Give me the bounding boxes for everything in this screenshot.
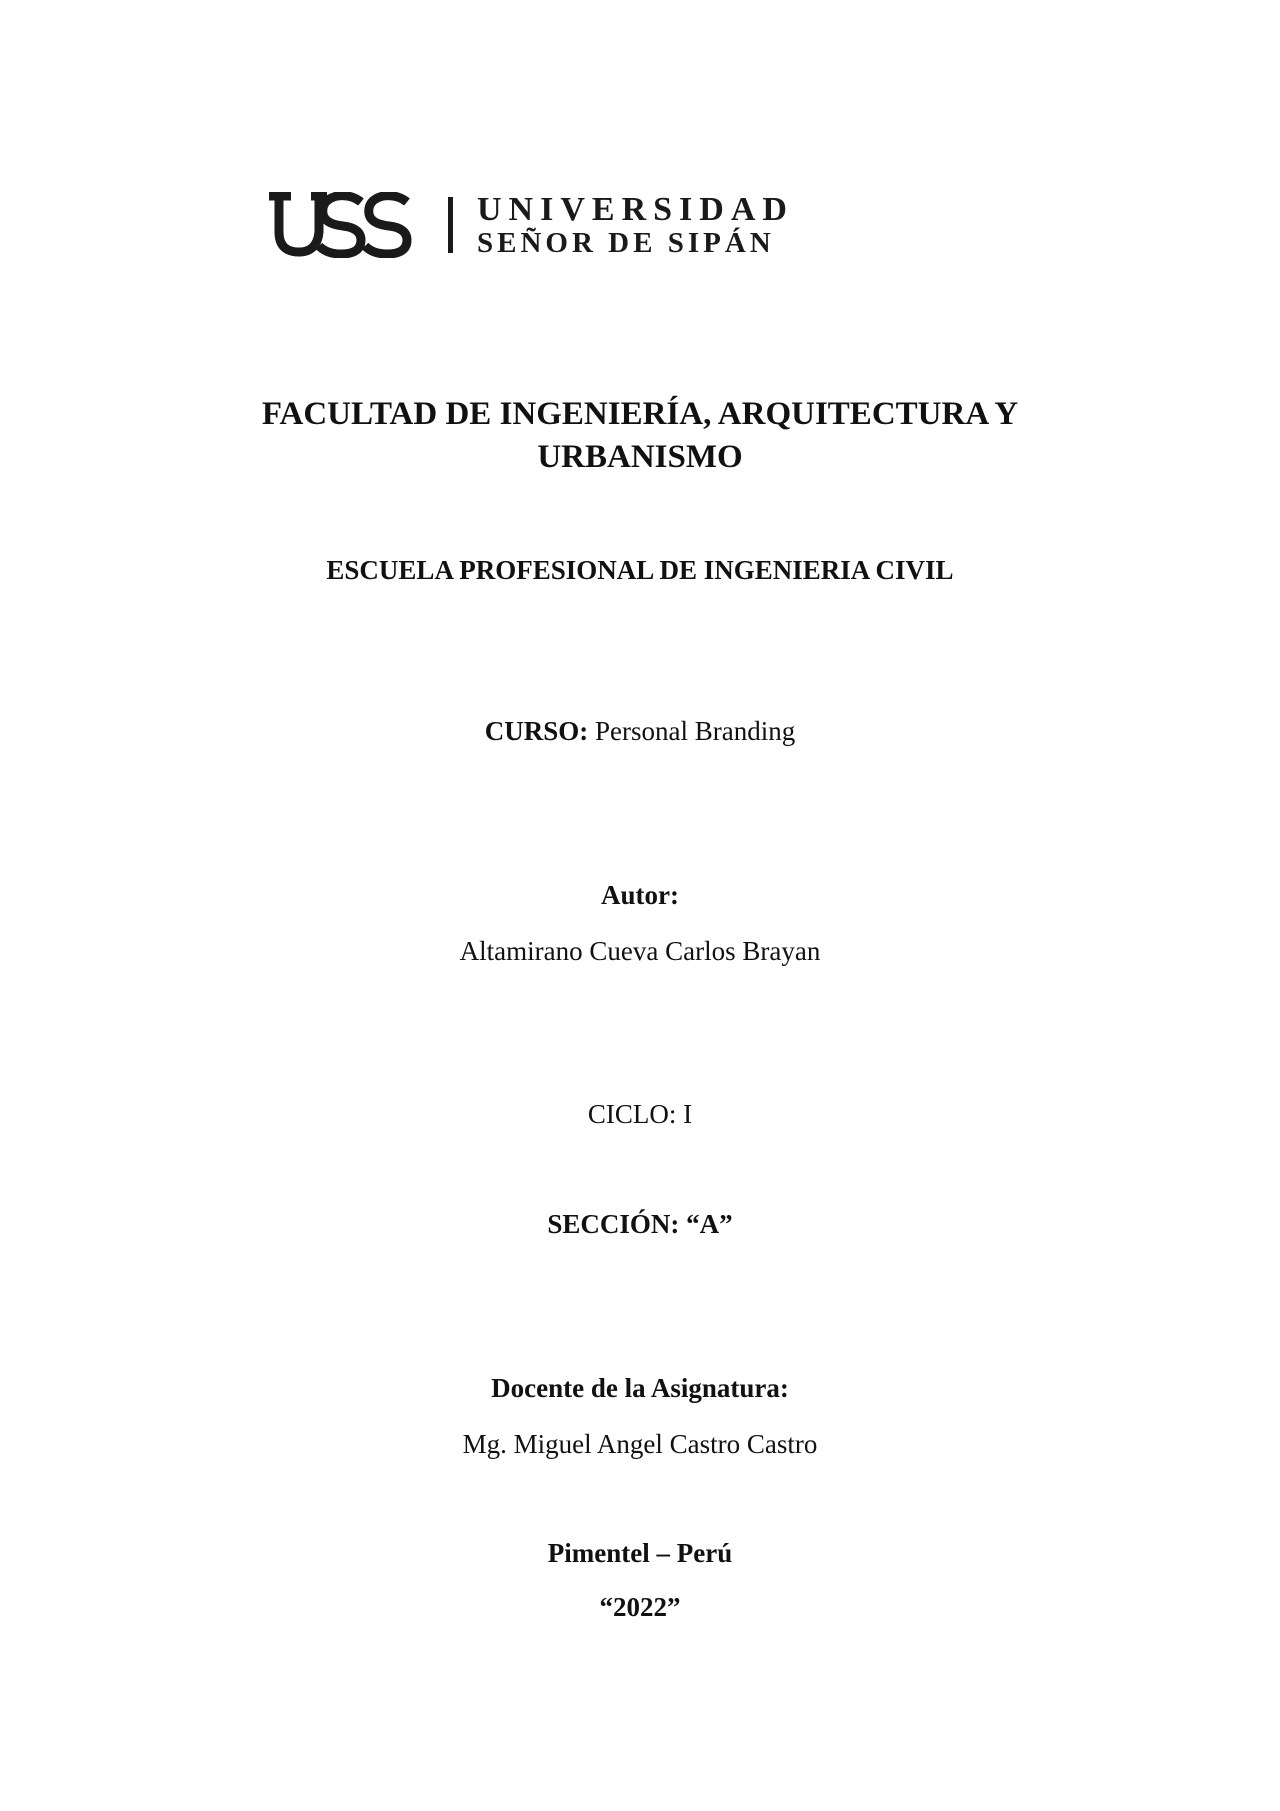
author-name: Altamirano Cueva Carlos Brayan — [459, 936, 821, 966]
teacher-name: Mg. Miguel Angel Castro Castro — [462, 1429, 818, 1459]
school-title: ESCUELA PROFESIONAL DE INGENIERIA CIVIL — [326, 555, 954, 585]
course-value: Personal Branding — [595, 716, 796, 746]
uss-monogram-icon — [269, 196, 407, 254]
course-label: CURSO: — [484, 716, 589, 746]
teacher-label: Docente de la Asignatura: — [491, 1373, 789, 1403]
year-line: “2022” — [599, 1592, 681, 1622]
course-line — [0, 716, 1280, 747]
faculty-title: FACULTAD DE INGENIERÍA, ARQUITECTURA Y URBANISMO — [261, 396, 1019, 475]
logo-line2: SEÑOR DE SIPÁN — [477, 227, 775, 258]
author-label: Autor: — [601, 880, 679, 910]
section-line: SECCIÓN: “A” — [547, 1209, 733, 1239]
cycle-line: CICLO: I — [587, 1099, 693, 1129]
logo-divider — [448, 197, 453, 253]
university-logo — [265, 192, 945, 258]
logo-line1: UNIVERSIDAD — [477, 192, 794, 228]
place-line: Pimentel – Perú — [547, 1538, 733, 1568]
